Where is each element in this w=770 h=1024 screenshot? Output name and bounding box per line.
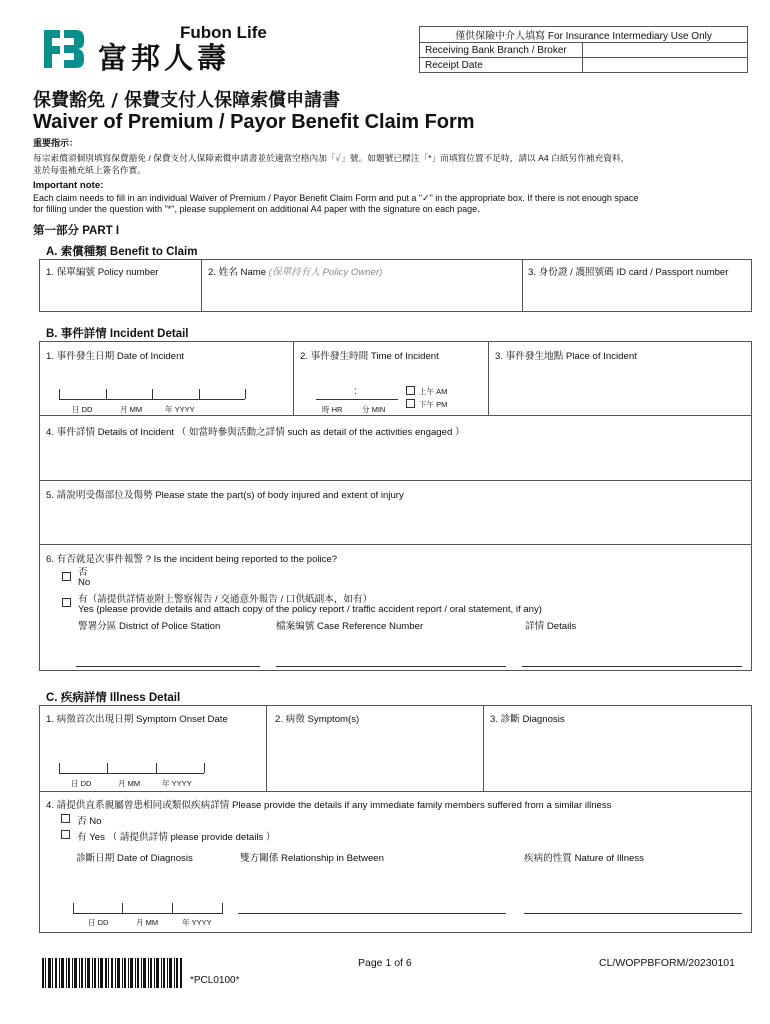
logo-english: Fubon Life — [180, 23, 267, 42]
police-yes-checkbox[interactable] — [62, 598, 71, 607]
diag-yyyy-label: 年 YYYY — [182, 918, 212, 927]
pm-label: 下午 PM — [419, 400, 448, 409]
fubon-logo-icon — [40, 26, 86, 72]
date-of-incident-label: 1. 事件發生日期 Date of Incident — [46, 351, 185, 362]
name-label — [208, 264, 382, 278]
family-no-label: 否 No — [77, 816, 102, 827]
police-question-label: 6. 有否就是次事件報警 ? Is the incident being reported to the police? — [46, 554, 338, 565]
time-colon: : — [354, 386, 357, 397]
family-yes-label: 有 Yes （ 請提供詳情 please provide details ） — [77, 832, 276, 843]
police-no-en: No — [78, 577, 91, 588]
intermediary-box — [419, 26, 748, 73]
page-number: Page 1 of 6 — [358, 957, 412, 969]
form-title-english: Waiver of Premium / Payor Benefit Claim Form — [33, 111, 475, 133]
time-of-incident-label: 2. 事件發生時間 Time of Incident — [300, 351, 439, 362]
police-details-label: 詳情 Details — [525, 621, 577, 632]
section-c-heading: C. 疾病詳情 Illness Detail — [46, 692, 181, 704]
section-c-box — [39, 705, 752, 933]
injury-label: 5. 請說明受傷部位及傷勢 Please state the part(s) of body injured and extent of injury — [46, 490, 404, 501]
family-yes-checkbox[interactable] — [61, 830, 70, 839]
place-of-incident-label: 3. 事件發生地點 Place of Incident — [495, 351, 637, 362]
incident-yyyy-label: 年 YYYY — [165, 405, 195, 414]
name-label-text: 2. 姓名 Name — [208, 267, 267, 278]
notes-en-line1: Each claim needs to fill in an individual Waiver of Premium / Payor Benefit Claim Form and put a "✓" in the appropriate box. If there is not enough space — [33, 193, 639, 203]
pm-checkbox[interactable] — [406, 399, 415, 408]
barcode-text: *PCL0100* — [190, 975, 240, 986]
onset-dd-label: 日 DD — [71, 779, 92, 788]
barcode-icon — [42, 958, 182, 988]
section-b-heading: B. 事件詳情 Incident Detail — [46, 328, 189, 340]
family-no-checkbox[interactable] — [61, 814, 70, 823]
relationship-input[interactable] — [238, 913, 506, 914]
nature-of-illness-label: 疾病的性質 Nature of Illness — [524, 853, 644, 864]
form-code: CL/WOPPBFORM/20230101 — [599, 957, 735, 969]
police-no-zh: 否 — [78, 567, 88, 578]
symptom-onset-label: 1. 病徵首次出現日期 Symptom Onset Date — [46, 714, 228, 725]
notes-zh-line2: 並於每張補充紙上簽名作實。 — [33, 165, 146, 175]
intermediary-heading: 僅供保險中介人填寫 For Insurance Intermediary Use Only — [420, 27, 748, 43]
receipt-date-label: Receipt Date — [420, 58, 583, 73]
incident-mm-label: 月 MM — [120, 405, 143, 414]
name-hint: (保單持有人 Policy Owner) — [268, 267, 383, 278]
diagnosis-date-label: 診斷日期 Date of Diagnosis — [76, 853, 193, 864]
police-yes-en: Yes (please provide details and attach copy of the policy report / traffic accident report / oral statement, if any) — [78, 604, 542, 615]
district-input[interactable] — [76, 666, 260, 667]
relationship-label: 雙方關係 Relationship in Between — [240, 853, 384, 864]
symptoms-label: 2. 病徵 Symptom(s) — [275, 714, 360, 725]
receiving-bank-field[interactable] — [583, 43, 748, 58]
nature-of-illness-input[interactable] — [524, 913, 742, 914]
police-details-input[interactable] — [522, 666, 742, 667]
minute-label: 分 MIN — [362, 405, 386, 414]
district-label: 警署分區 District of Police Station — [78, 621, 221, 632]
id-card-label: 3. 身份證 / 護照號碼 ID card / Passport number — [528, 267, 729, 278]
part-heading: 第一部分 PART I — [33, 225, 120, 237]
notes-en-line2: for filling under the question with "*", please supplement on additional A4 paper with the signature on each page. — [33, 204, 480, 214]
policy-number-label: 1. 保單編號 Policy number — [46, 267, 159, 278]
onset-yyyy-label: 年 YYYY — [162, 779, 192, 788]
diag-dd-label: 日 DD — [88, 918, 109, 927]
receiving-bank-label: Receiving Bank Branch / Broker — [420, 43, 583, 58]
details-of-incident-label: 4. 事件詳情 Details of Incident （ 如當時參與活動之詳情 such as detail of the activities engaged ） — [46, 427, 465, 438]
form-title-chinese: 保費豁免 / 保費支付人保障索償申請書 — [33, 90, 341, 111]
section-a-heading: A. 索償種類 Benefit to Claim — [46, 246, 198, 258]
incident-dd-label: 日 DD — [72, 405, 93, 414]
onset-mm-label: 月 MM — [118, 779, 141, 788]
am-checkbox[interactable] — [406, 386, 415, 395]
family-question-label: 4. 請提供直系親屬曾患相同或類似疾病詳情 Please provide the details if any immediate family members suffered from a similar illness — [46, 800, 612, 811]
hour-label: 時 HR — [322, 405, 343, 414]
police-no-checkbox[interactable] — [62, 572, 71, 581]
notes-zh-line1: 每宗索償須個別填寫保費豁免 / 保費支付人保障索償申請書並於適當空格內加「✓」號。如題號已標注「*」而填寫位置不足時，請以 A4 白紙另作補充資料， — [33, 153, 630, 163]
police-yes-zh: 有（請提供詳情並附上警察報告 / 交通意外報告 / 口供紙副本，如有） — [78, 594, 373, 605]
diag-mm-label: 月 MM — [136, 918, 159, 927]
logo-chinese: 富邦人壽 — [98, 41, 231, 75]
case-reference-label: 檔案編號 Case Reference Number — [276, 621, 424, 632]
case-reference-input[interactable] — [276, 666, 506, 667]
diagnosis-label: 3. 診斷 Diagnosis — [490, 714, 565, 725]
notes-en-heading: Important note: — [33, 180, 104, 191]
notes-zh-heading: 重要指示： — [33, 138, 79, 148]
am-label: 上午 AM — [419, 387, 448, 396]
receipt-date-field[interactable] — [583, 58, 748, 73]
